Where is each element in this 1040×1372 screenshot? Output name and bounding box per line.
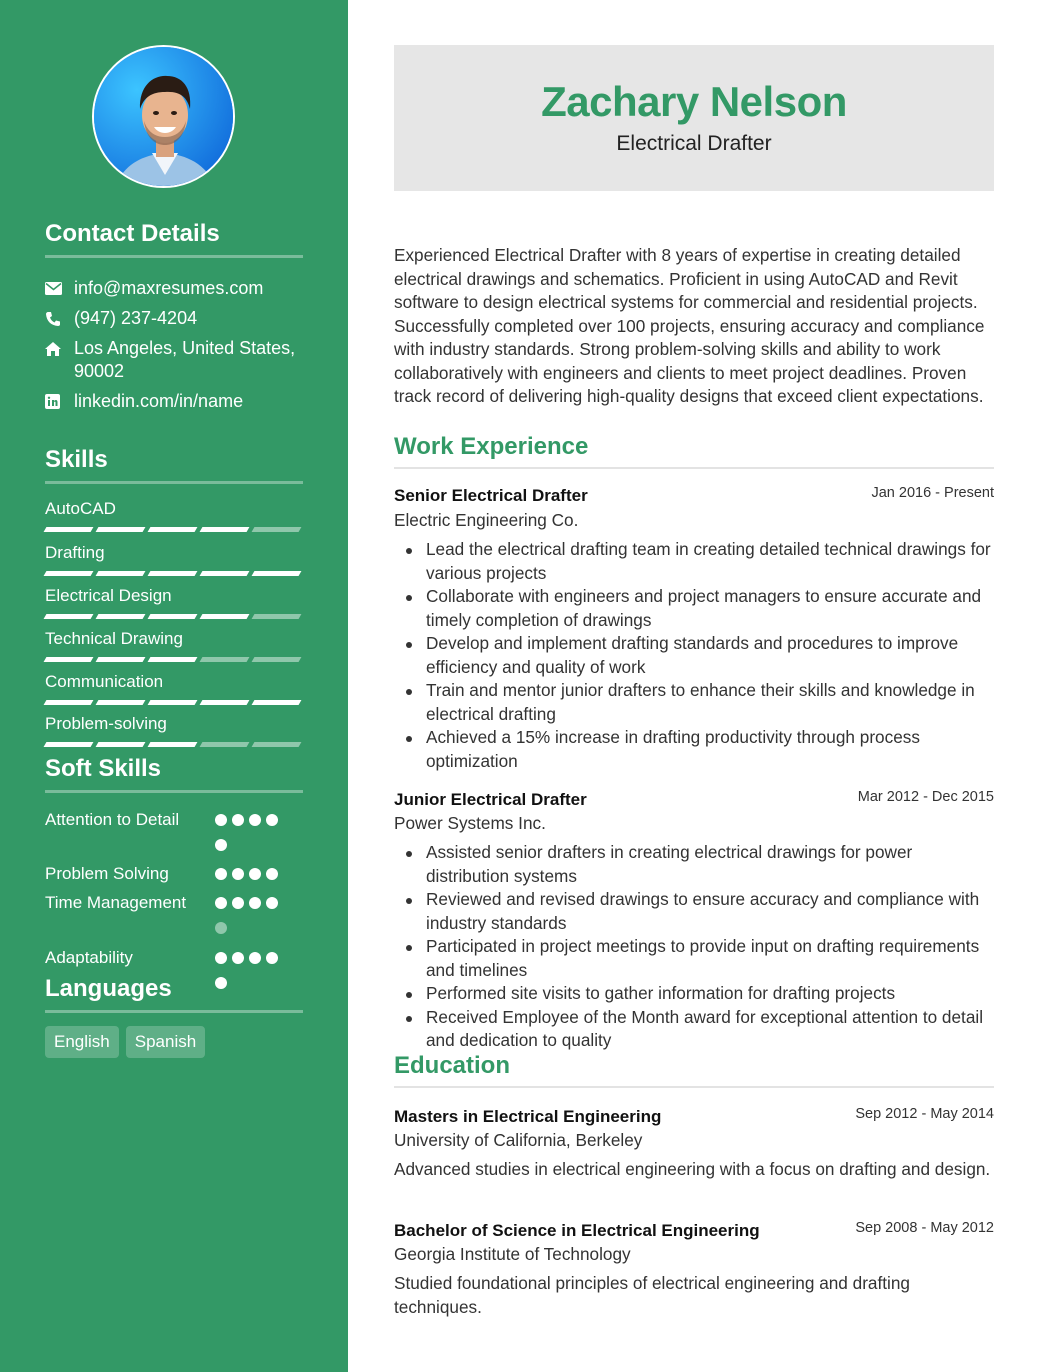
skill-level-bar — [45, 700, 301, 705]
skill-level-segment — [252, 742, 302, 747]
skill-level-segment — [44, 527, 94, 532]
job-title-2: Junior Electrical Drafter — [394, 790, 587, 809]
profile-photo — [94, 47, 235, 188]
soft-skills-heading: Soft Skills — [45, 756, 303, 793]
rating-dot — [215, 897, 227, 909]
rating-dot — [266, 814, 278, 826]
rating-dot — [249, 868, 261, 880]
email-text: info@maxresumes.com — [74, 278, 264, 298]
skill-level-segment — [44, 614, 94, 619]
bullet-item: Train and mentor junior drafters to enhance their skills and knowledge in electrical drafting — [394, 679, 999, 726]
skill-level-segment — [44, 742, 94, 747]
language-tag: Spanish — [126, 1026, 205, 1058]
work-heading: Work Experience — [394, 433, 994, 469]
contact-phone[interactable] — [45, 307, 305, 330]
bullet-item: Reviewed and revised drawings to ensure accuracy and compliance with industry standards — [394, 888, 999, 935]
candidate-title: Electrical Drafter — [616, 132, 772, 155]
skill-name: Electrical Design — [45, 586, 172, 605]
skill-level-segment — [96, 614, 146, 619]
contact-address — [45, 337, 305, 383]
rating-dot — [232, 897, 244, 909]
linkedin-icon — [45, 390, 74, 413]
skill-name: Communication — [45, 672, 164, 691]
job-title-1: Senior Electrical Drafter — [394, 486, 588, 505]
skill-level-segment — [200, 657, 250, 662]
contact-heading: Contact Details — [45, 221, 303, 258]
rating-dot — [215, 868, 227, 880]
skill-name: Problem-solving — [45, 714, 167, 733]
skill-level-bar — [45, 527, 301, 532]
skill-level-segment — [44, 571, 94, 576]
bullet-item: Received Employee of the Month award for exceptional attention to detail and dedication to quality — [394, 1006, 999, 1053]
skills-heading: Skills — [45, 447, 303, 484]
skill-level-segment — [96, 527, 146, 532]
edu-dates-1: Sep 2012 - May 2014 — [855, 1106, 994, 1122]
job-company-1: Electric Engineering Co. — [394, 510, 579, 530]
skill-level-bar — [45, 571, 301, 576]
edu-description-1: Advanced studies in electrical engineering with a focus on drafting and design. — [394, 1159, 991, 1179]
skill-level-segment — [148, 657, 198, 662]
skill-item — [45, 629, 301, 662]
skill-level-segment — [148, 571, 198, 576]
skill-level-segment — [96, 742, 146, 747]
skill-name: Technical Drawing — [45, 629, 183, 648]
skill-level-segment — [148, 527, 198, 532]
soft-skill-rating — [215, 868, 295, 886]
summary: Experienced Electrical Drafter with 8 years of expertise in creating detailed electrical drawings and schematics. Proficient in using AutoCAD and Revit software to design electrical systems for commercial and residential projects. Successfully completed over 100 projects, ensuring accuracy and compliance with industry standards. Strong problem-solving skills and ability to work collaboratively with engineers and clients to meet project deadlines. Proven track record of delivering high-quality designs that exceed client expectations. — [394, 245, 985, 406]
avatar — [92, 45, 235, 188]
rating-dot — [266, 868, 278, 880]
contact-linkedin[interactable] — [45, 390, 305, 413]
language-tags — [45, 1026, 205, 1058]
phone-text: (947) 237-4204 — [74, 308, 198, 328]
job-company-2: Power Systems Inc. — [394, 813, 546, 833]
job-dates-1: Jan 2016 - Present — [871, 485, 994, 501]
skill-name: Drafting — [45, 543, 105, 562]
rating-dot — [266, 897, 278, 909]
rating-dot — [232, 814, 244, 826]
bullet-item: Collaborate with engineers and project managers to ensure accurate and timely completion of drawings — [394, 585, 999, 632]
education-heading: Education — [394, 1052, 994, 1088]
skill-level-segment — [252, 614, 302, 619]
skill-level-segment — [44, 700, 94, 705]
skill-level-segment — [148, 700, 198, 705]
rating-dot — [215, 839, 227, 851]
soft-skill-rating — [215, 897, 295, 934]
job-bullets-1 — [394, 538, 999, 773]
soft-skill-rating — [215, 814, 295, 851]
edu-degree-2: Bachelor of Science in Electrical Engineering — [394, 1221, 760, 1240]
bullet-item: Achieved a 15% increase in drafting productivity through process optimization — [394, 726, 999, 773]
skill-item — [45, 714, 301, 747]
languages-heading: Languages — [45, 976, 303, 1013]
rating-dot — [249, 952, 261, 964]
skill-level-segment — [252, 657, 302, 662]
edu-dates-2: Sep 2008 - May 2012 — [855, 1220, 994, 1236]
skill-level-segment — [96, 571, 146, 576]
skill-level-segment — [200, 700, 250, 705]
rating-dot — [232, 952, 244, 964]
skill-level-segment — [148, 742, 198, 747]
skill-level-segment — [252, 527, 302, 532]
rating-dot — [232, 868, 244, 880]
edu-school-2: Georgia Institute of Technology — [394, 1244, 631, 1264]
skill-level-bar — [45, 742, 301, 747]
edu-school-1: University of California, Berkeley — [394, 1130, 643, 1150]
skill-level-bar — [45, 657, 301, 662]
bullet-item: Develop and implement drafting standards and procedures to improve efficiency and quality of work — [394, 632, 999, 679]
rating-dot — [249, 814, 261, 826]
skill-level-segment — [44, 657, 94, 662]
language-tag: English — [45, 1026, 119, 1058]
rating-dot — [215, 922, 227, 934]
phone-icon — [45, 307, 74, 330]
skill-level-segment — [200, 614, 250, 619]
candidate-name: Zachary Nelson — [541, 78, 847, 125]
skill-level-segment — [200, 527, 250, 532]
linkedin-text: linkedin.com/in/name — [74, 391, 244, 411]
job-dates-2: Mar 2012 - Dec 2015 — [857, 789, 994, 805]
skill-level-segment — [96, 657, 146, 662]
skill-level-segment — [148, 614, 198, 619]
soft-skill-name: Problem Solving — [45, 864, 169, 883]
contact-email[interactable] — [45, 277, 305, 300]
soft-skill-name: Adaptability — [45, 948, 133, 967]
address-text: Los Angeles, United States, 90002 — [74, 338, 296, 381]
skill-level-segment — [200, 571, 250, 576]
skill-item — [45, 499, 301, 532]
skill-item — [45, 543, 301, 576]
bullet-item: Participated in project meetings to provide input on drafting requirements and timelines — [394, 935, 999, 982]
skill-item — [45, 672, 301, 705]
skill-item — [45, 586, 301, 619]
bullet-item: Performed site visits to gather information for drafting projects — [394, 982, 999, 1006]
skill-level-segment — [96, 700, 146, 705]
skill-level-segment — [200, 742, 250, 747]
bullet-item: Assisted senior drafters in creating electrical drawings for power distribution systems — [394, 841, 999, 888]
edu-description-2: Studied foundational principles of electrical engineering and drafting techniques. — [394, 1273, 910, 1317]
envelope-icon — [45, 277, 74, 300]
rating-dot — [266, 952, 278, 964]
rating-dot — [249, 897, 261, 909]
soft-skill-name: Attention to Detail — [45, 810, 180, 829]
skill-level-bar — [45, 614, 301, 619]
job-bullets-2 — [394, 841, 999, 1053]
bullet-item: Lead the electrical drafting team in creating detailed technical drawings for various projects — [394, 538, 999, 585]
edu-degree-1: Masters in Electrical Engineering — [394, 1107, 662, 1126]
skill-name: AutoCAD — [45, 499, 116, 518]
rating-dot — [215, 814, 227, 826]
header-box — [394, 45, 994, 191]
home-icon — [45, 337, 74, 360]
skill-level-segment — [252, 700, 302, 705]
skill-level-segment — [252, 571, 302, 576]
rating-dot — [215, 952, 227, 964]
soft-skill-name: Time Management — [45, 893, 187, 912]
sidebar — [0, 0, 348, 1372]
